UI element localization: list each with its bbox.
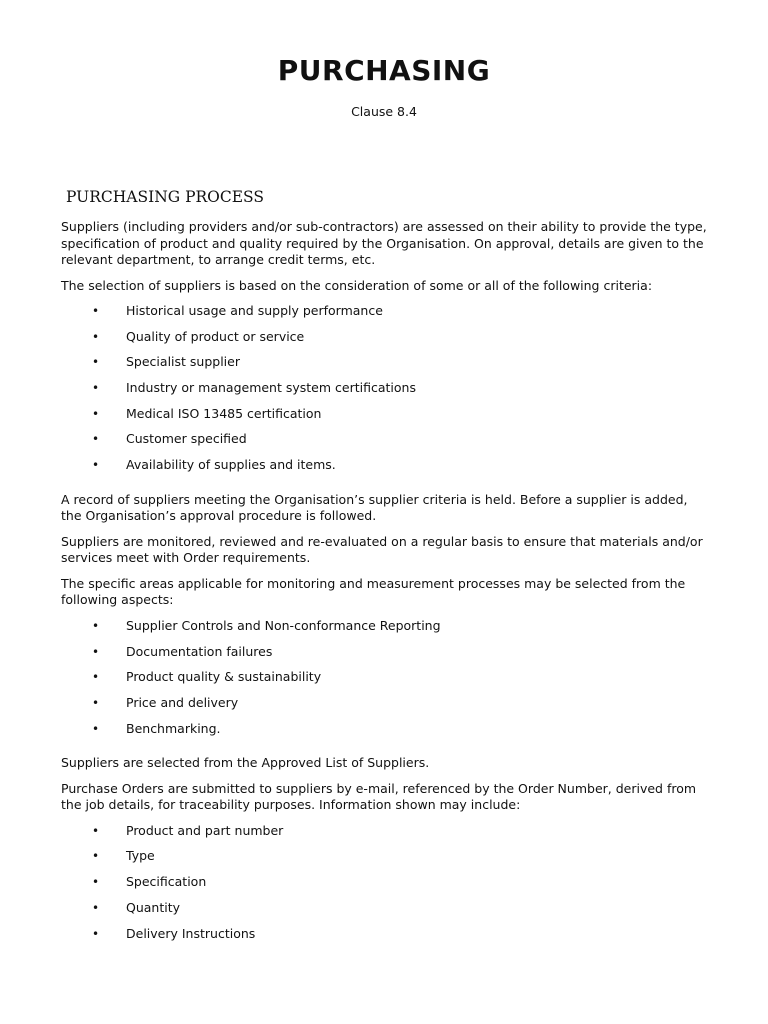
list-item-text: Product and part number <box>126 822 284 838</box>
bullet-icon: • <box>92 670 100 685</box>
list-item-text: Historical usage and supply performance <box>126 303 383 318</box>
list-item-text: Customer specified <box>126 431 247 447</box>
list-item-text: Industry or management system certifications <box>126 380 416 396</box>
list-item-text: Quantity <box>126 899 181 915</box>
bullet-icon: • <box>92 432 100 447</box>
paragraph-supplier-assessment: Suppliers (including providers and/or sub-contractors) are assessed on their ability to provide the type, specification of product and quality required by the Organisation. On approval, details are given to the relevant department, to arrange credit terms, etc. <box>61 219 707 267</box>
criteria-list <box>61 303 711 483</box>
list-item <box>61 721 711 747</box>
paragraph-supplier-record: A record of suppliers meeting the Organisation’s supplier criteria is held. Before a supplier is added, the Organisation’s approval procedure is followed. <box>61 491 688 524</box>
bullet-icon: • <box>92 849 100 864</box>
list-item-text: Medical ISO 13485 certification <box>126 405 322 421</box>
list-item <box>61 874 711 900</box>
monitoring-aspects-list <box>61 618 711 746</box>
clause-reference: Clause 8.4 <box>351 104 417 119</box>
paragraph-monitoring: Suppliers are monitored, reviewed and re-evaluated on a regular basis to ensure that materials and/or services meet with Order requirements. <box>61 533 703 566</box>
list-item-text: Quality of product or service <box>126 328 305 344</box>
list-item <box>61 926 711 952</box>
paragraph-purchase-orders: Purchase Orders are submitted to suppliers by e-mail, referenced by the Order Number, derived from the job details, for traceability purposes. Information shown may include: <box>61 780 697 813</box>
list-item <box>61 848 711 874</box>
list-item-text: Product quality & sustainability <box>126 669 322 685</box>
bullet-icon: • <box>92 695 100 710</box>
paragraph-approved-list: Suppliers are selected from the Approved List of Suppliers. <box>61 755 430 771</box>
bullet-icon: • <box>92 875 100 890</box>
list-item-text: Documentation failures <box>126 643 273 659</box>
list-item <box>61 823 711 849</box>
bullet-icon: • <box>92 406 100 421</box>
list-item <box>61 406 711 432</box>
list-item <box>61 303 711 329</box>
list-item <box>61 900 711 926</box>
bullet-icon: • <box>92 900 100 915</box>
list-item <box>61 669 711 695</box>
bullet-icon: • <box>92 926 100 941</box>
document-body <box>61 219 711 960</box>
order-information-list <box>61 823 711 951</box>
bullet-icon: • <box>92 823 100 838</box>
bullet-icon: • <box>92 329 100 344</box>
list-item <box>61 618 711 644</box>
list-item <box>61 431 711 457</box>
bullet-icon: • <box>92 644 100 659</box>
list-item-text: Delivery Instructions <box>126 925 256 941</box>
list-item <box>61 695 711 721</box>
bullet-icon: • <box>92 721 100 736</box>
paragraph-selection-intro: The selection of suppliers is based on the consideration of some or all of the following criteria: <box>61 277 653 293</box>
list-item-text: Type <box>126 848 155 864</box>
list-item <box>61 329 711 355</box>
bullet-icon: • <box>92 458 100 473</box>
list-item-text: Specialist supplier <box>126 354 240 370</box>
list-item-text: Availability of supplies and items. <box>126 457 336 473</box>
list-item <box>61 354 711 380</box>
list-item-text: Supplier Controls and Non-conformance Reporting <box>126 617 441 633</box>
section-heading: PURCHASING PROCESS <box>66 188 265 206</box>
paragraph-monitoring-areas: The specific areas applicable for monitoring and measurement processes may be selected from the following aspects: <box>61 575 686 608</box>
bullet-icon: • <box>92 304 100 318</box>
list-item <box>61 644 711 670</box>
page-title: PURCHASING <box>277 54 491 87</box>
list-item-text: Specification <box>126 874 207 890</box>
list-item-text: Price and delivery <box>126 694 239 710</box>
list-item <box>61 457 711 483</box>
list-item <box>61 380 711 406</box>
bullet-icon: • <box>92 355 100 370</box>
bullet-icon: • <box>92 618 100 633</box>
bullet-icon: • <box>92 381 100 396</box>
list-item-text: Benchmarking. <box>126 720 221 736</box>
